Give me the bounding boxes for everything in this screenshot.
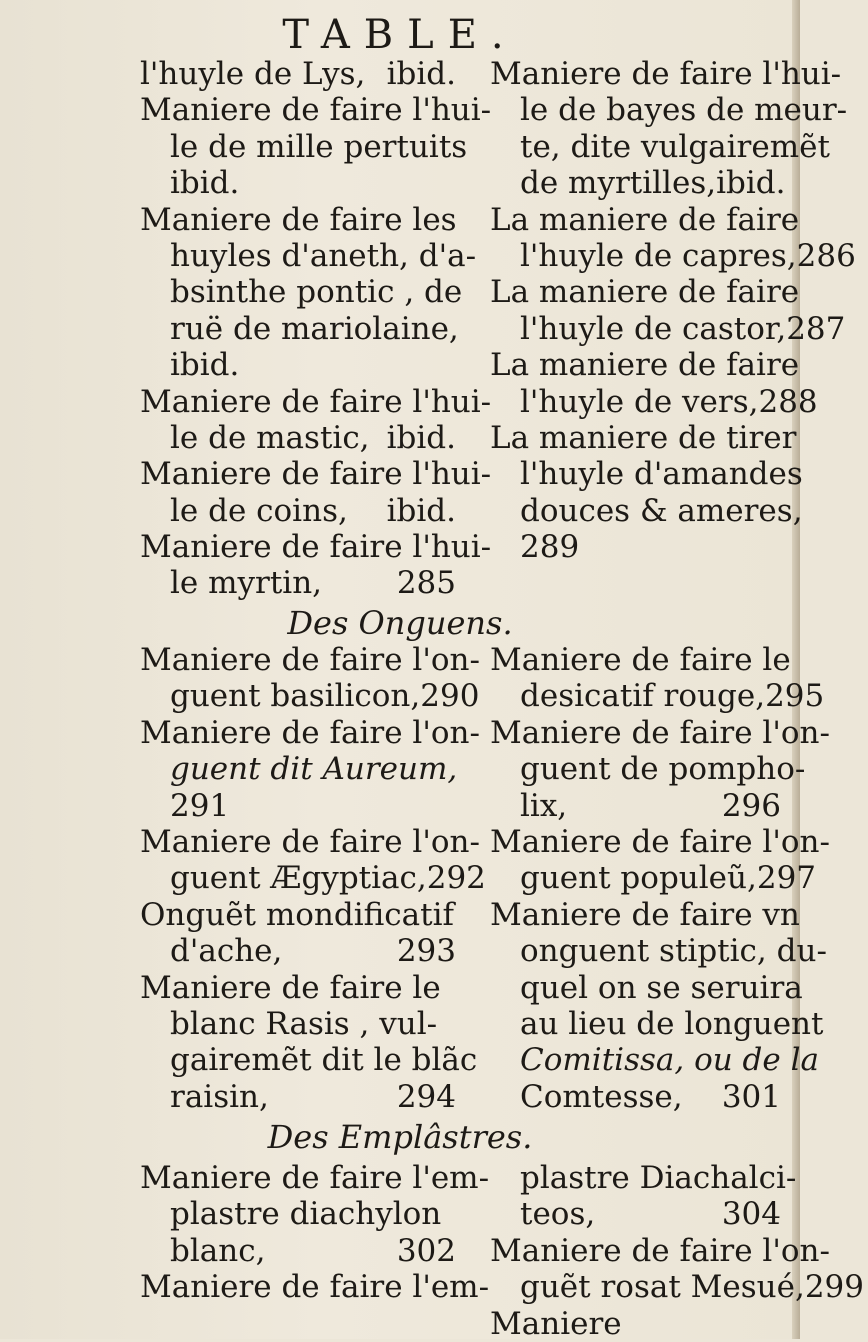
page-reference [830,824,834,860]
entry-text: l'huyle de Lys, [140,56,366,92]
page-reference [477,1042,481,1078]
entry-text: Maniere de faire le [490,642,791,678]
index-entry-line [140,1079,460,1115]
entry-text: La maniere de faire [490,274,800,311]
entry-text: guent de pompho- [520,751,806,788]
page-reference: 286 [796,237,856,274]
index-entry-line [140,274,463,311]
page-reference: 294 [396,1078,456,1115]
entry-text: La maniere de tirer [490,419,797,456]
page-reference [456,970,460,1006]
index-entry-line [490,383,818,420]
index-entry-line [490,969,803,1006]
entry-text: guent Ægyptiac, [170,860,427,897]
index-entry-line [140,493,460,529]
index-entry-line [490,56,842,92]
page-reference [456,165,460,201]
index-entry-line [140,202,460,238]
page-reference: 287 [786,310,846,347]
block1-right-column [490,56,856,566]
page-reference: 299 [804,1269,864,1306]
block3-right-column [490,1160,864,1342]
entry-text: Maniere de faire l'hui- [140,383,492,420]
page-reference: ibid. [386,492,456,529]
block2-left-column [140,642,486,1115]
page-reference [847,92,851,128]
entry-text: Onguẽt mondificatif [140,896,454,933]
entry-text: ibid. [170,165,240,202]
running-head: TABLE. [282,12,518,58]
page-reference [456,897,460,933]
page-reference: 302 [396,1232,456,1269]
entry-text: douces & ameres, [520,492,803,529]
page-reference [803,970,807,1006]
index-entry-line [490,860,817,897]
index-entry-line [490,1042,819,1079]
entry-text: Maniere de faire vn [490,896,800,933]
entry-text: La maniere de faire [490,201,800,238]
index-entry-line [490,1160,797,1196]
page-reference [781,529,785,565]
entry-text: gairemẽt dit le blãc [170,1042,478,1079]
index-entry-line [490,714,830,751]
index-entry-line [140,751,460,787]
entry-text: teos, [520,1196,596,1233]
page-reference [480,824,484,860]
entry-text: ibid. [170,347,240,384]
index-entry-line [140,383,492,420]
index-entry-line [490,274,800,311]
index-entry-line [140,420,460,456]
index-entry-line [490,1196,785,1232]
entry-text: Maniere de faire l'on- [140,642,480,678]
index-entry-line [140,788,460,824]
page-reference [796,1160,800,1196]
index-entry-line [140,642,480,678]
page-reference [805,751,809,787]
index-entry-line [490,419,797,456]
page-reference [799,347,803,383]
entry-text: Comitissa, ou de la [520,1042,819,1079]
page-reference: ibid. [716,165,786,202]
index-entry-line [140,1042,478,1079]
index-entry-line [490,128,830,165]
index-entry-line [490,529,785,565]
page-reference: 288 [758,383,818,420]
entry-text: Maniere de faire l'on- [140,714,480,751]
page-reference [456,1196,460,1232]
page-reference [841,56,845,92]
entry-text: Maniere de faire l'hui- [490,56,842,92]
block3-left-column [140,1160,490,1306]
page-reference [799,202,803,238]
page-reference: 296 [721,787,781,824]
entry-text: te, dite vulgairemẽt [520,128,830,165]
page-reference [456,347,460,383]
index-entry-line [490,1306,785,1342]
entry-text: l'huyle de vers, [520,383,759,420]
index-entry-line [490,492,803,529]
page-reference: ibid. [386,56,456,92]
index-entry-line [140,347,460,383]
index-entry-line [490,201,800,238]
entry-text: blanc, [170,1232,266,1269]
entry-text: l'huyle d'amandes [520,456,803,493]
page-reference [480,715,484,751]
entry-text: le myrtin, [170,565,323,602]
block1-left-column [140,56,492,602]
entry-text: huyles d'aneth, d'a- [170,237,477,274]
index-entry-line [140,1233,460,1269]
entry-text: 289 [520,529,580,566]
entry-text: onguent stiptic, du- [520,933,827,970]
entry-text: Maniere de faire l'hui- [140,92,492,129]
entry-text: au lieu de longuent [520,1005,824,1042]
page-reference [800,897,804,933]
entry-text: blanc Rasis , vul- [170,1005,438,1042]
entry-text: plastre diachylon [170,1196,442,1233]
index-entry-line [140,897,460,933]
entry-text: ruë de mariolaine, [170,310,459,347]
entry-text: le de mastic, [170,419,370,456]
index-entry-line [140,237,477,274]
entry-text: raisin, [170,1078,269,1115]
index-entry-line [490,1269,864,1306]
entry-text: Maniere de faire l'on- [490,714,830,751]
index-entry-line [490,933,827,970]
index-entry-line [140,678,480,715]
page-reference [796,420,800,456]
block2-right-column [490,642,830,1115]
page-reference [459,311,463,347]
page-reference [827,933,831,969]
index-entry-line [140,823,480,860]
page-reference [457,751,461,787]
entry-text: quel on se seruira [520,969,803,1006]
index-entry-line [490,751,806,788]
index-entry-line [490,896,800,933]
page-reference: ibid. [386,419,456,456]
index-entry-line [140,1269,490,1306]
entry-text: l'huyle de capres, [520,237,797,274]
page-reference [830,715,834,751]
entry-text: guent dit Aureum, [170,751,458,788]
entry-text: Maniere de faire le [140,969,441,1006]
entry-text: le de bayes de meur- [520,92,848,129]
entry-text: Maniere de faire l'on- [490,823,830,860]
index-entry-line [140,1006,460,1042]
entry-text: guent populeũ, [520,860,757,897]
index-entry-line [140,165,460,201]
index-entry-line [490,165,785,201]
index-entry-line [490,823,830,860]
index-entry-line [140,970,460,1006]
index-entry-line [490,1232,830,1269]
page-reference [781,1306,785,1342]
entry-text: Maniere de faire les [140,201,457,238]
page-reference [803,493,807,529]
page-reference: 297 [756,860,817,897]
index-entry-line [490,456,803,493]
page-reference [791,642,795,678]
page-reference [803,456,807,492]
entry-text: plastre Diachalci- [520,1160,797,1196]
index-entry-line [490,1005,824,1042]
entry-text: l'huyle de castor, [520,310,787,347]
page-reference [457,202,461,238]
index-entry-line [140,56,460,92]
page-reference: 285 [396,565,456,602]
page-reference: 290 [420,678,480,715]
page-reference: 293 [396,933,456,970]
page-reference [456,1006,460,1042]
index-entry-line [490,678,825,715]
index-entry-line [140,92,492,129]
entry-text: 291 [170,787,230,824]
section-heading-emplastres: Des Emplâstres. [267,1118,533,1156]
page-reference [476,238,480,274]
index-entry-line [140,933,460,969]
page-reference [462,274,466,310]
entry-text: Maniere de faire l'em- [140,1269,490,1306]
page-reference [830,129,834,165]
index-entry-line [140,1196,460,1232]
entry-text: d'ache, [170,933,283,970]
page-reference: 301 [721,1078,781,1115]
entry-text: bsinthe pontic , de [170,274,463,311]
entry-text: Comtesse, [520,1078,683,1115]
page-reference [480,642,484,678]
page-reference [456,788,460,824]
index-entry-line [490,310,846,347]
index-entry-line [140,565,460,601]
entry-text: Maniere de faire l'on- [490,1232,830,1269]
section-heading-onguens: Des Onguens. [287,604,513,642]
entry-text: guent basilicon, [170,678,421,715]
entry-text: desicatif rouge, [520,678,766,715]
entry-text: Maniere [490,1305,622,1342]
index-entry-line [490,92,848,129]
index-entry-line [490,642,791,678]
page-reference: 292 [426,860,486,897]
index-entry-line [490,237,856,274]
page-reference: 295 [765,678,825,715]
index-entry-line [140,529,492,566]
entry-text: Maniere de faire l'on- [140,823,480,860]
page-reference [823,1006,827,1042]
index-entry-line [140,1160,490,1196]
index-entry-line [490,1079,785,1115]
page-reference [819,1042,823,1078]
entry-text: Maniere de faire l'em- [140,1160,490,1196]
entry-text: Maniere de faire l'hui- [140,456,492,493]
page-reference: 304 [721,1196,781,1233]
entry-text: de myrtilles, [520,165,717,202]
index-entry-line [140,311,460,347]
index-entry-line [140,714,480,751]
entry-text: lix, [520,787,568,824]
index-entry-line [490,788,785,824]
entry-text: guẽt rosat Mesué, [520,1269,805,1306]
index-entry-line [490,347,800,384]
index-entry-line [140,860,486,897]
entry-text: La maniere de faire [490,347,800,384]
page-reference [799,274,803,310]
entry-text: Maniere de faire l'hui- [140,529,492,566]
entry-text: le de coins, [170,492,348,529]
index-entry-line [140,128,468,165]
page-reference [467,129,471,165]
entry-text: le de mille pertuits [170,128,468,165]
index-entry-line [140,456,492,493]
page-reference [830,1233,834,1269]
